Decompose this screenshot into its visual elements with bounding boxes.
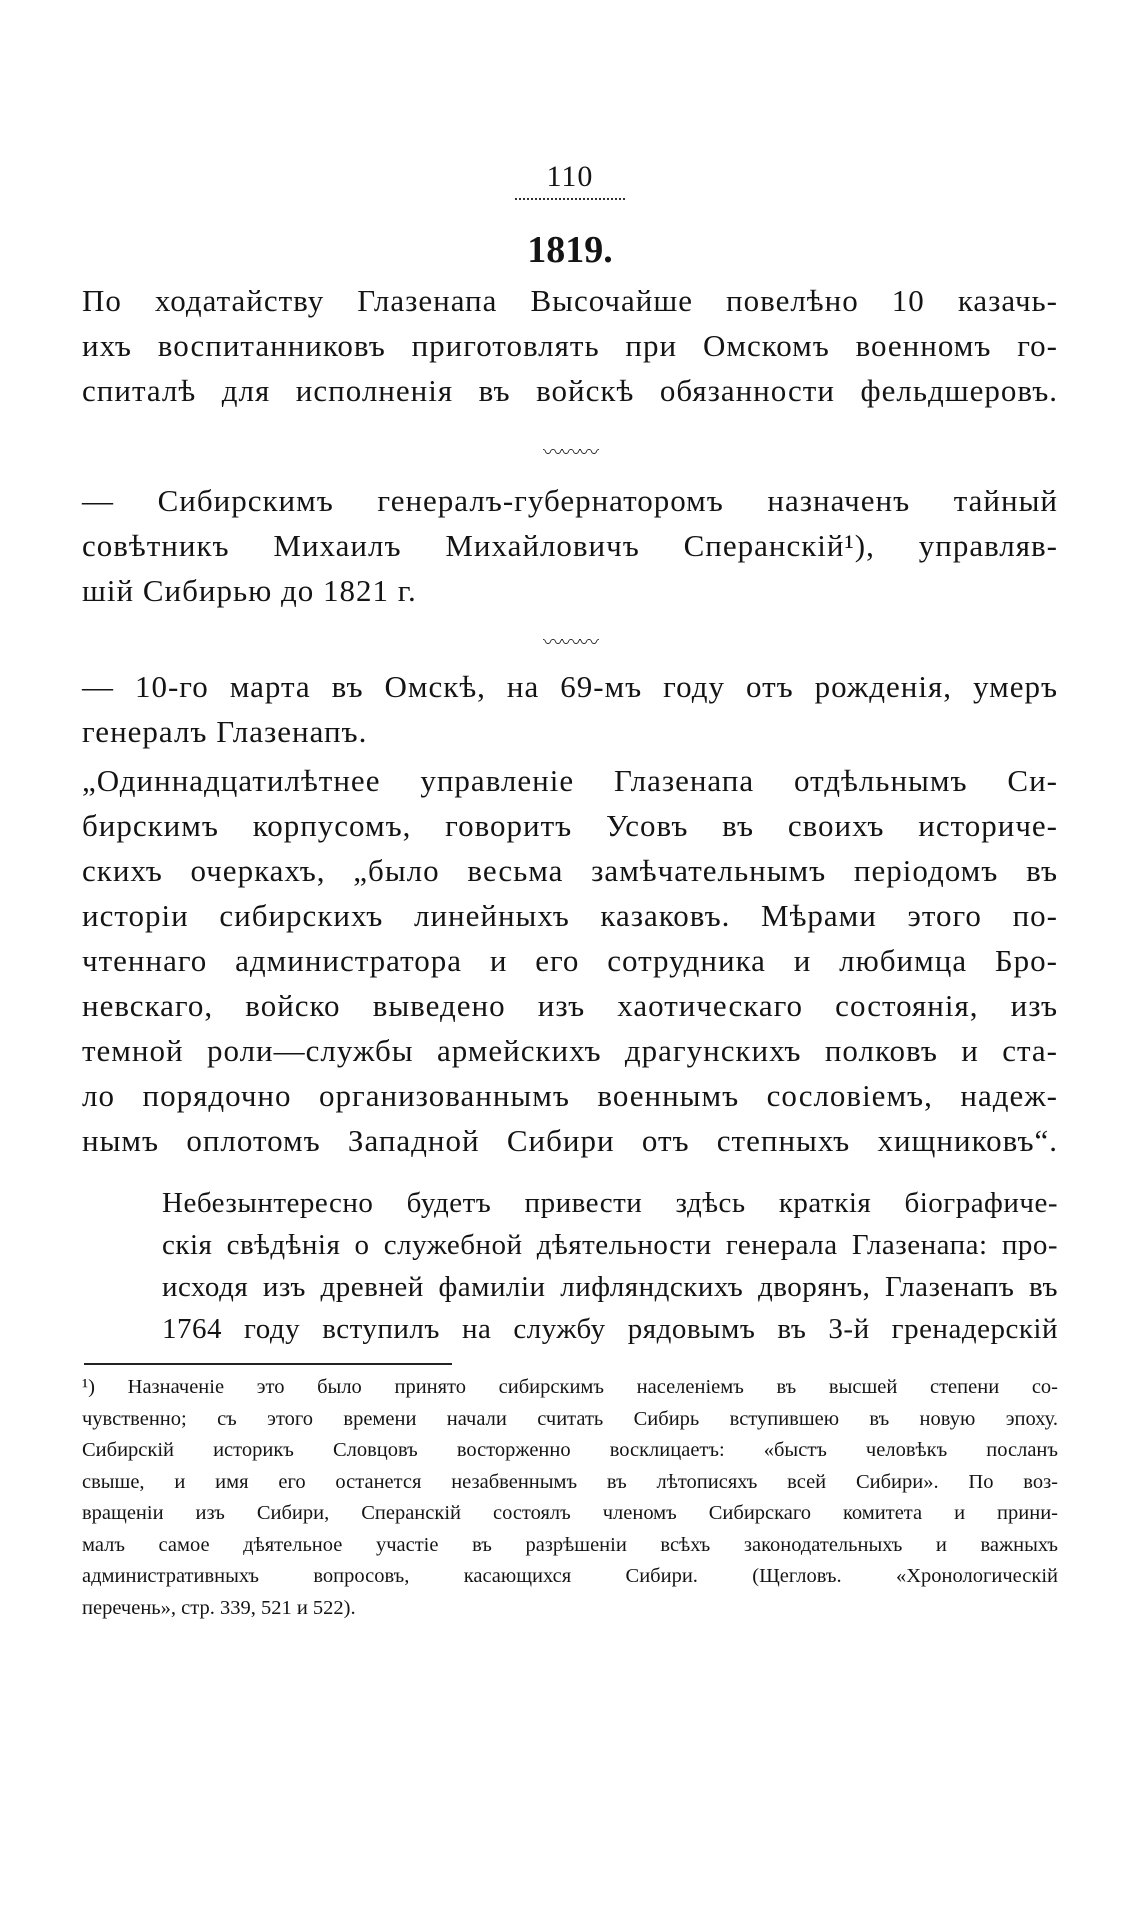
text-line: скія свѣдѣнія о служебной дѣятельности генерала Глазенапа: про- [162,1229,1058,1261]
paragraph-usov-quote [82,758,1058,1163]
footnote-line: свыше, и имя его останется незабвеннымъ въ лѣтописяхъ всей Сибири». По воз- [82,1470,1058,1493]
text-line: „Одиннадцатилѣтнее управленіе Глазенапа отдѣльнымъ Си- [82,763,1058,798]
text-line: Небезынтересно будетъ привести здѣсь краткія біографиче- [162,1187,1058,1219]
text-line: — Сибирскимъ генералъ-губернаторомъ назначенъ тайный [82,483,1058,518]
paragraph-glazenap-death [82,664,1058,754]
text-line: ихъ воспитанниковъ приготовлять при Омскомъ военномъ го- [82,328,1058,363]
year-heading: 1819. [527,229,613,271]
footnote-line: административныхъ вопросовъ, касающихся Сибири. (Щегловъ. «Хронологическій [82,1565,1058,1587]
footnote-line: малъ самое дѣятельное участіе въ разрѣшеніи всѣхъ законодательныхъ и важныхъ [82,1533,1058,1556]
footnote-line: чувственно; съ этого времени начали считать Сибирь вступившею въ новую эпоху. [82,1407,1058,1430]
paragraph-biography [162,1182,1058,1350]
text-line: скихъ очеркахъ, „было весьма замѣчательнымъ періодомъ въ [82,853,1058,888]
text-line: спиталѣ для исполненія въ войскѣ обязанности фельдшеровъ. [82,373,1058,408]
text-line: нымъ оплотомъ Западной Сибири отъ степныхъ хищниковъ“. [82,1123,1058,1158]
text-line: шій Сибирью до 1821 г. [82,573,417,608]
text-line: бирскимъ корпусомъ, говоритъ Усовъ въ своихъ историче- [82,808,1058,843]
text-line: темной роли—службы армейскихъ драгунскихъ полковъ и ста- [82,1033,1058,1068]
text-line: исторіи сибирскихъ линейныхъ казаковъ. Мѣрами этого по- [82,898,1058,933]
wavy-separator: 〰〰〰 [543,632,597,654]
page-number: 110 [546,160,594,193]
text-line: исходя изъ древней фамиліи лифляндскихъ дворянъ, Глазенапъ въ [162,1271,1058,1303]
paragraph-speransky-appointment [82,478,1058,613]
paragraph-feldsher-training [82,278,1058,413]
text-line: чтеннаго администратора и его сотрудника и любимца Бро- [82,943,1058,978]
text-line: — 10-го марта въ Омскѣ, на 69-мъ году отъ рожденія, умеръ [82,669,1058,704]
text-line: ло порядочно организованнымъ военнымъ сословіемъ, надеж- [82,1078,1058,1113]
footnote-line: Сибирскій историкъ Словцовъ восторженно восклицаетъ: «быстъ человѣкъ посланъ [82,1439,1058,1461]
text-line: совѣтникъ Михаилъ Михайловичъ Сперанскій¹), управляв- [82,528,1058,563]
text-line: генералъ Глазенапъ. [82,714,368,749]
footnote-divider [84,1363,452,1365]
footnote-line: вращеніи изъ Сибири, Сперанскій состоялъ членомъ Сибирскаго комитета и прини- [82,1502,1058,1524]
footnote-line: перечень», стр. 339, 521 и 522). [82,1596,356,1619]
text-line: 1764 году вступилъ на службу рядовымъ въ 3-й гренадерскій [162,1313,1058,1345]
text-line: невскаго, войско выведено изъ хаотическаго состоянія, изъ [82,988,1058,1023]
page-number-rule [515,198,625,200]
wavy-separator: 〰〰〰 [543,442,597,464]
footnote [82,1372,1058,1624]
text-line: По ходатайству Глазенапа Высочайше повелѣно 10 казачь- [82,283,1058,318]
footnote-line: ¹) Назначеніе это было принято сибирскимъ населеніемъ въ высшей степени со- [82,1376,1058,1398]
